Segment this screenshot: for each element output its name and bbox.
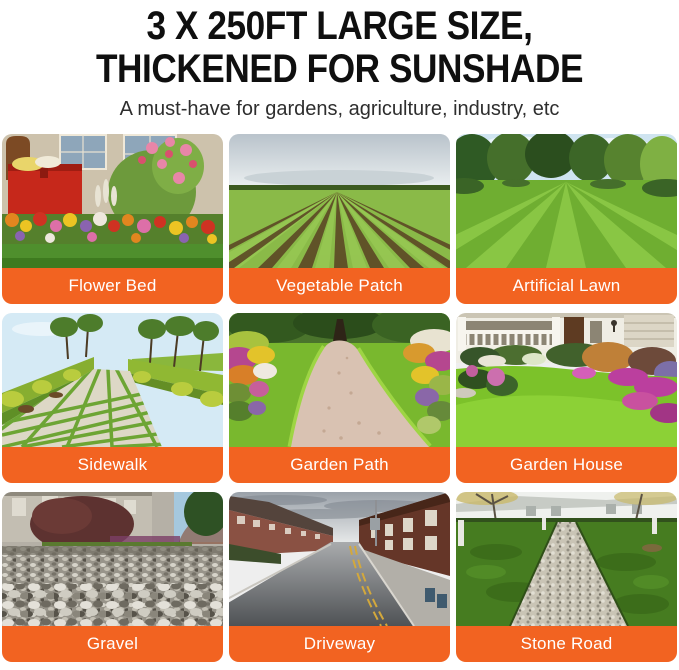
subtitle: A must-have for gardens, agriculture, industry, etc [119, 98, 560, 120]
tile-artificial-lawn [456, 134, 677, 304]
tile-caption-stone-road: Stone Road [456, 626, 677, 662]
tile-gravel [2, 492, 223, 662]
stone-road-photo [456, 492, 677, 626]
vegetable-patch-photo [229, 134, 450, 268]
garden-house-photo [456, 313, 677, 447]
tile-vegetable-patch [229, 134, 450, 304]
tile-driveway [229, 492, 450, 662]
garden-path-photo [229, 313, 450, 447]
page-title [0, 5, 679, 91]
tile-caption-flower-bed: Flower Bed [2, 268, 223, 304]
gravel-photo [2, 492, 223, 626]
tile-caption-garden-house: Garden House [456, 447, 677, 483]
tile-flower-bed [2, 134, 223, 304]
title-line-2: THICKENED FOR SUNSHADE [95, 47, 584, 91]
header [0, 0, 679, 121]
tile-sidewalk [2, 313, 223, 483]
flower-bed-photo [2, 134, 223, 268]
tile-caption-gravel: Gravel [2, 626, 223, 662]
tile-garden-path [229, 313, 450, 483]
tile-caption-sidewalk: Sidewalk [2, 447, 223, 483]
tile-caption-artificial-lawn: Artificial Lawn [456, 268, 677, 304]
artificial-lawn-photo [456, 134, 677, 268]
tile-caption-garden-path: Garden Path [229, 447, 450, 483]
title-line-1: 3 X 250FT LARGE SIZE, [146, 4, 533, 48]
driveway-photo [229, 492, 450, 626]
sidewalk-photo [2, 313, 223, 447]
tile-stone-road [456, 492, 677, 662]
tile-garden-house [456, 313, 677, 483]
tile-caption-driveway: Driveway [229, 626, 450, 662]
tile-caption-vegetable-patch: Vegetable Patch [229, 268, 450, 304]
use-case-grid [0, 134, 679, 662]
